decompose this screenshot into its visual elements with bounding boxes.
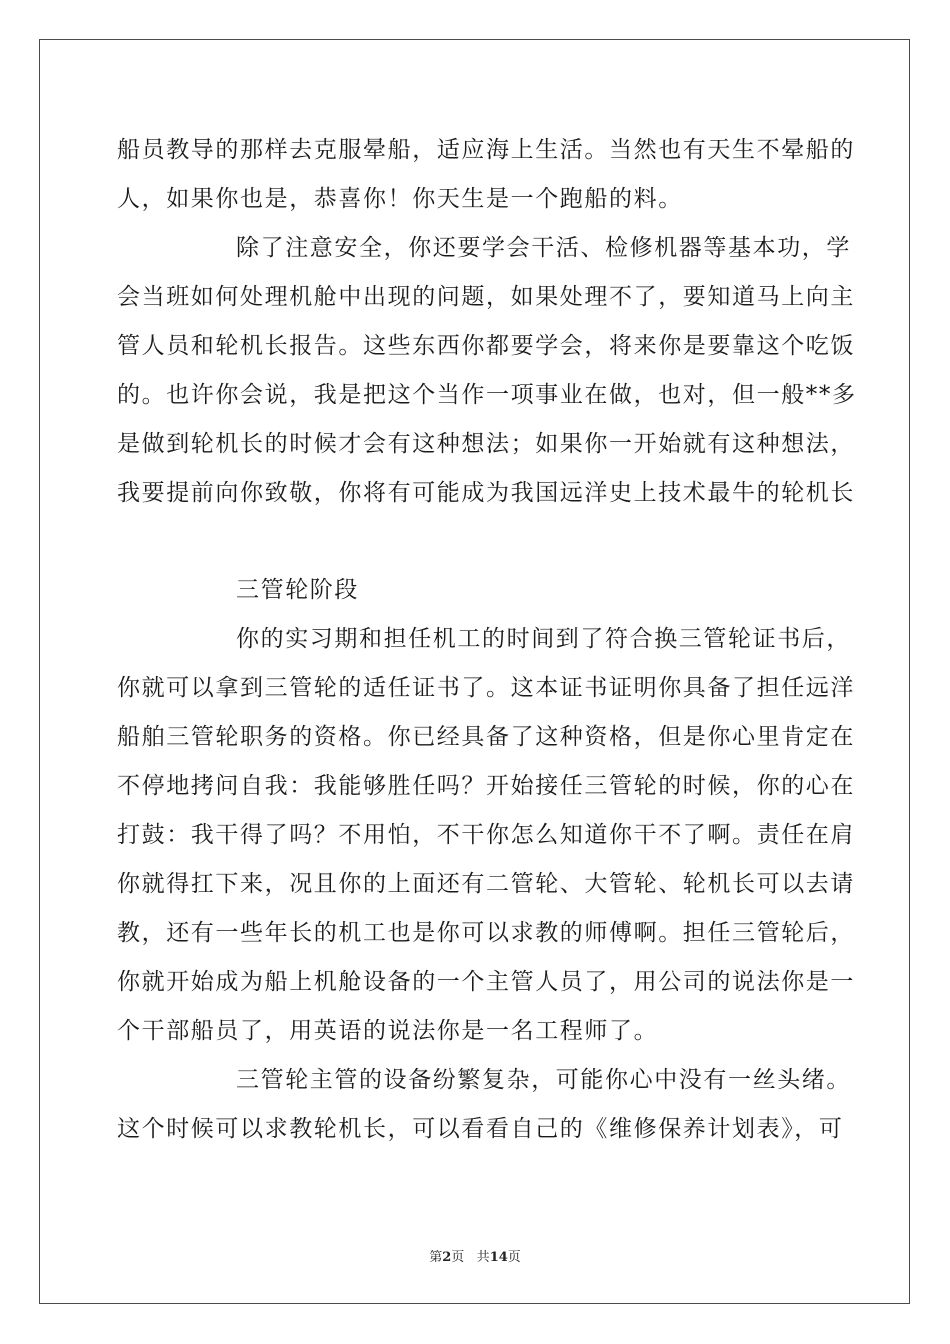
- paragraph-1: [117, 126, 855, 224]
- text-line: 你的实习期和担任机工的时间到了符合换三管轮证书后，: [236, 626, 851, 652]
- text-line: 你就得扛下来，况且你的上面还有二管轮、大管轮、轮机长可以去请: [117, 871, 855, 897]
- text-line: 你就可以拿到三管轮的适任证书了。这本证书证明你具备了担任远洋: [117, 675, 855, 701]
- text-line: 教，还有一些年长的机工也是你可以求教的师傅啊。担任三管轮后，: [117, 920, 855, 946]
- text-line: 除了注意安全，你还要学会干活、检修机器等基本功，学: [236, 235, 851, 261]
- page-footer: [0, 1246, 950, 1265]
- paragraph-4: [117, 1056, 851, 1154]
- page-prefix: 第: [429, 1250, 443, 1265]
- text-line: 船舶三管轮职务的资格。你已经具备了这种资格，但是你心里肯定在: [117, 724, 855, 750]
- paragraph-3: [117, 615, 855, 1056]
- text-line: 管人员和轮机长报告。这些东西你都要学会，将来你是要靠这个吃饭: [117, 333, 855, 359]
- text-line: 我要提前向你致敬，你将有可能成为我国远洋史上技术最牛的轮机长: [117, 480, 855, 506]
- paragraph-2: [117, 224, 857, 518]
- text-line: 个干部船员了，用英语的说法你是一名工程师了。: [117, 1018, 659, 1044]
- text-line: 打鼓：我干得了吗？不用怕，不干你怎么知道你干不了啊。责任在肩: [117, 822, 855, 848]
- text-line: 人，如果你也是，恭喜你！你天生是一个跑船的料。: [117, 186, 683, 212]
- document-body: [117, 126, 857, 1154]
- page-suffix: 页: [451, 1250, 465, 1265]
- total-prefix: 共: [476, 1250, 490, 1265]
- page-number: 2: [442, 1250, 452, 1265]
- text-line: 是做到轮机长的时候才会有这种想法；如果你一开始就有这种想法，: [117, 431, 855, 457]
- text-line: 你就开始成为船上机舱设备的一个主管人员了，用公司的说法你是一: [117, 969, 855, 995]
- text-line: 船员教导的那样去克服晕船，适应海上生活。当然也有天生不晕船的: [117, 137, 855, 163]
- text-line: 这个时候可以求教轮机长，可以看看自己的《维修保养计划表》，可: [117, 1116, 844, 1142]
- section-gap: [117, 518, 833, 566]
- total-pages: 14: [489, 1250, 508, 1265]
- text-line: 的。也许你会说，我是把这个当作一项事业在做，也对，但一般**多: [117, 382, 857, 408]
- text-line: 会当班如何处理机舱中出现的问题，如果处理不了，要知道马上向主: [117, 284, 855, 310]
- text-line: 不停地拷问自我：我能够胜任吗？开始接任三管轮的时候，你的心在: [117, 773, 855, 799]
- text-line: 三管轮主管的设备纷繁复杂，可能你心中没有一丝头绪。: [236, 1067, 851, 1093]
- section-heading: 三管轮阶段: [236, 577, 359, 603]
- total-suffix: 页: [507, 1250, 521, 1265]
